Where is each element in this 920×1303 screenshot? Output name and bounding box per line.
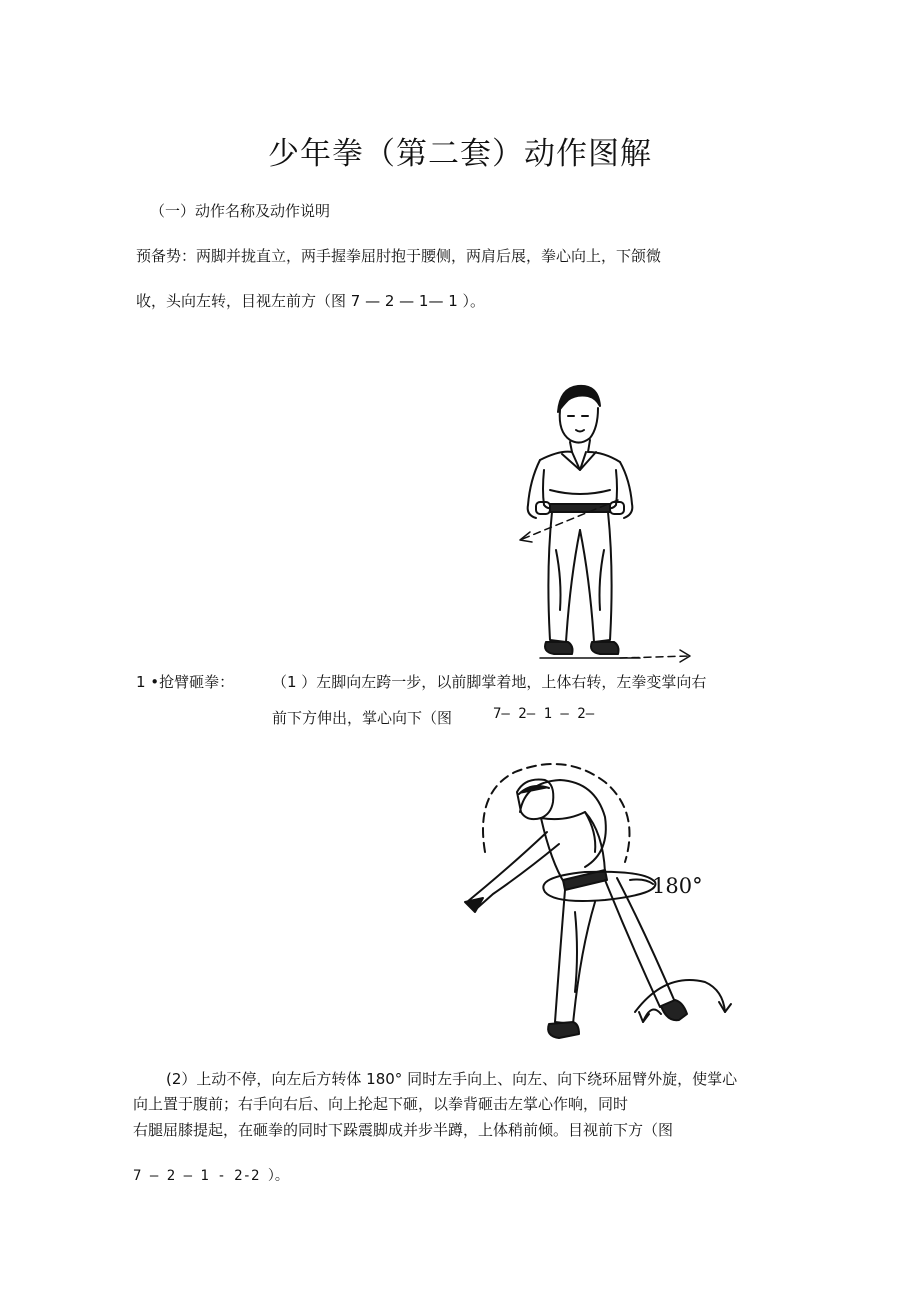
prep-text-line-1: 预备势：两脚并拢直立，两手握拳屈肘抱于腰侧，两肩后展，拳心向上，下颌微 xyxy=(136,247,662,265)
move-1-label: 1 •抢臂砸拳： xyxy=(136,673,235,691)
move-1-step-2-line-2: 向上置于腹前；右手向右后、向上抡起下砸，以拳背砸击左掌心作响，同时 xyxy=(133,1095,629,1113)
move-1-step-2-line-4: 7 — 2 — 1 - 2-2 ）。 xyxy=(133,1168,289,1184)
figure-turning-pose xyxy=(455,752,735,1047)
move-1-step-2-line-3: 右腿屈膝提起，在砸拳的同时下跺震脚成并步半蹲，上体稍前倾。目视前下方（图 xyxy=(133,1121,674,1139)
move-1-step-1-line-2: 前下方伸出，掌心向下（图 xyxy=(272,709,453,727)
section-heading: （一）动作名称及动作说明 xyxy=(150,202,331,220)
figure-2-angle-label: 180° xyxy=(652,874,703,898)
prep-text-line-2: 收，头向左转，目视左前方（图 7 — 2 — 1— 1 ）。 xyxy=(136,292,486,310)
page-title: 少年拳（第二套）动作图解 xyxy=(268,136,652,172)
figure-standing-pose xyxy=(500,380,700,665)
move-1-step-1-line-1: （1 ）左脚向左跨一步，以前脚掌着地，上体右转，左拳变掌向右 xyxy=(272,673,707,691)
move-1-step-1-figure-ref: 7— 2— 1 — 2— xyxy=(493,706,595,722)
move-1-step-2-line-1: (2）上动不停，向左后方转体 180° 同时左手向上、向左、向下绕环屈臂外旋，使掌心 xyxy=(166,1070,738,1088)
